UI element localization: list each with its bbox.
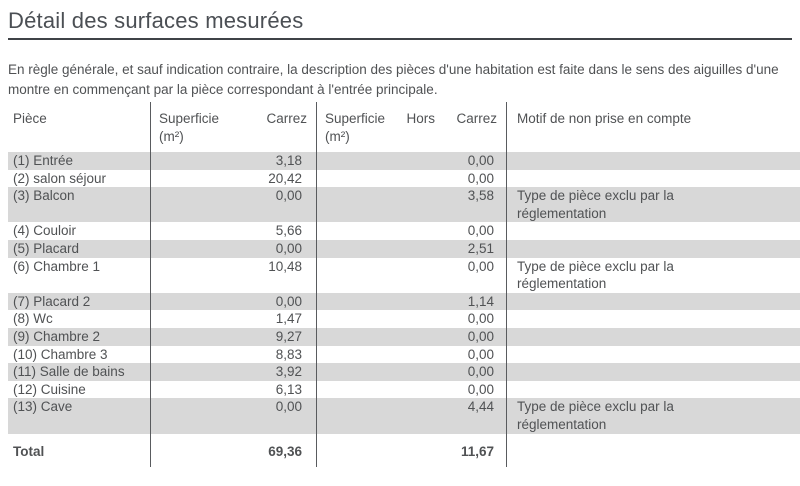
table-row [8, 381, 800, 399]
table-row [8, 240, 800, 258]
intro-paragraph: En règle générale, et sauf indication contraire, la description des pièces d'une habitation est faite dans le sens des aiguilles d'une montre en commençant par la pièce correspondant à l'entrée principale. [8, 62, 779, 97]
cell-motif [507, 310, 800, 328]
piece-label: (13) Cave [13, 399, 73, 415]
cell-piece [8, 222, 151, 240]
cell-superficie-carrez: 0,00 [151, 240, 317, 258]
cell-motif [507, 381, 800, 399]
piece-label: (9) Chambre 2 [13, 328, 101, 344]
cell-piece [8, 152, 151, 170]
cell-superficie-carrez: 9,27 [151, 328, 317, 346]
table-row [8, 346, 800, 364]
cell-superficie-carrez: 0,00 [151, 187, 317, 222]
table-row [8, 328, 800, 346]
cell-superficie-hors-carrez: 0,00 [317, 363, 507, 381]
table-row [8, 170, 800, 188]
header-carrez-word: Carrez [266, 111, 307, 126]
header-hors-carrez-unit: (m²) [325, 129, 350, 144]
table-header-row [8, 102, 800, 152]
table-row [8, 187, 800, 222]
cell-superficie-hors-carrez: 0,00 [317, 222, 507, 240]
cell-superficie-hors-carrez: 3,58 [317, 187, 507, 222]
cell-superficie-hors-carrez: 0,00 [317, 381, 507, 399]
piece-label: (1) Entrée [13, 153, 74, 168]
cell-superficie-carrez: 1,47 [151, 310, 317, 328]
cell-superficie-hors-carrez: 1,14 [317, 293, 507, 311]
cell-superficie-carrez: 8,83 [151, 346, 317, 364]
header-carrez-word: Carrez [456, 111, 497, 126]
total-superficie-hors-carrez-value: 11,67 [317, 434, 507, 467]
piece-label: (3) Balcon [13, 188, 75, 204]
table-row [8, 222, 800, 240]
motif-label: Type de pièce exclu par la réglementation [517, 258, 674, 292]
cell-piece [8, 310, 151, 328]
header-carrez-unit: (m²) [159, 129, 184, 144]
piece-label: (11) Salle de bains [13, 364, 125, 380]
table-row [8, 363, 800, 381]
cell-piece [8, 187, 151, 222]
header-superficie-word: Superficie [325, 111, 386, 126]
total-label: Total [8, 434, 151, 467]
cell-motif [507, 152, 800, 170]
cell-motif [507, 258, 800, 293]
title-underline [8, 38, 792, 40]
cell-superficie-carrez: 5,66 [151, 222, 317, 240]
piece-label: (7) Placard 2 [13, 293, 91, 309]
cell-motif [507, 170, 800, 188]
header-hors-word: Hors [406, 111, 436, 126]
piece-label: (8) Wc [13, 311, 53, 327]
piece-label: (10) Chambre 3 [13, 346, 108, 362]
cell-piece [8, 363, 151, 381]
cell-superficie-carrez: 20,42 [151, 170, 317, 188]
surfaces-table [8, 102, 800, 467]
cell-superficie-hors-carrez: 0,00 [317, 152, 507, 170]
header-superficie-hors-carrez [317, 102, 507, 152]
cell-piece [8, 328, 151, 346]
total-motif-empty [507, 434, 800, 467]
table-body [8, 152, 800, 434]
header-piece: Pièce [8, 102, 151, 152]
cell-piece [8, 381, 151, 399]
cell-motif [507, 363, 800, 381]
cell-superficie-hors-carrez: 0,00 [317, 170, 507, 188]
cell-piece [8, 293, 151, 311]
cell-superficie-hors-carrez: 0,00 [317, 346, 507, 364]
table-row [8, 293, 800, 311]
cell-motif [507, 222, 800, 240]
page-title: Détail des surfaces mesurées [8, 8, 304, 33]
motif-label: Type de pièce exclu par la réglementation [517, 399, 674, 432]
cell-piece [8, 258, 151, 293]
table-row [8, 398, 800, 433]
header-superficie-word: Superficie [159, 111, 220, 126]
cell-superficie-carrez: 3,18 [151, 152, 317, 170]
cell-piece [8, 240, 151, 258]
cell-motif [507, 240, 800, 258]
cell-piece [8, 398, 151, 433]
piece-label: (2) salon séjour [13, 170, 107, 186]
cell-motif [507, 293, 800, 311]
header-superficie-carrez [151, 102, 317, 152]
cell-superficie-hors-carrez: 2,51 [317, 240, 507, 258]
cell-motif [507, 346, 800, 364]
motif-label: Type de pièce exclu par la réglementation [517, 188, 674, 221]
table-row [8, 258, 800, 293]
cell-superficie-hors-carrez: 4,44 [317, 398, 507, 433]
header-motif: Motif de non prise en compte [517, 111, 692, 126]
cell-superficie-carrez: 0,00 [151, 398, 317, 433]
cell-superficie-carrez: 6,13 [151, 381, 317, 399]
total-superficie-carrez-value: 69,36 [151, 434, 317, 467]
cell-piece [8, 346, 151, 364]
piece-label: (12) Cuisine [13, 381, 86, 397]
cell-superficie-carrez: 10,48 [151, 258, 317, 293]
table-total-row [8, 434, 800, 467]
cell-motif [507, 187, 800, 222]
cell-superficie-hors-carrez: 0,00 [317, 310, 507, 328]
table-row [8, 152, 800, 170]
cell-motif [507, 328, 800, 346]
cell-superficie-carrez: 0,00 [151, 293, 317, 311]
piece-label: (6) Chambre 1 [13, 258, 101, 274]
cell-superficie-carrez: 3,92 [151, 363, 317, 381]
cell-motif [507, 398, 800, 433]
cell-superficie-hors-carrez: 0,00 [317, 328, 507, 346]
piece-label: (4) Couloir [13, 223, 77, 239]
piece-label: (5) Placard [13, 240, 80, 256]
cell-superficie-hors-carrez: 0,00 [317, 258, 507, 293]
cell-piece [8, 170, 151, 188]
table-row [8, 310, 800, 328]
